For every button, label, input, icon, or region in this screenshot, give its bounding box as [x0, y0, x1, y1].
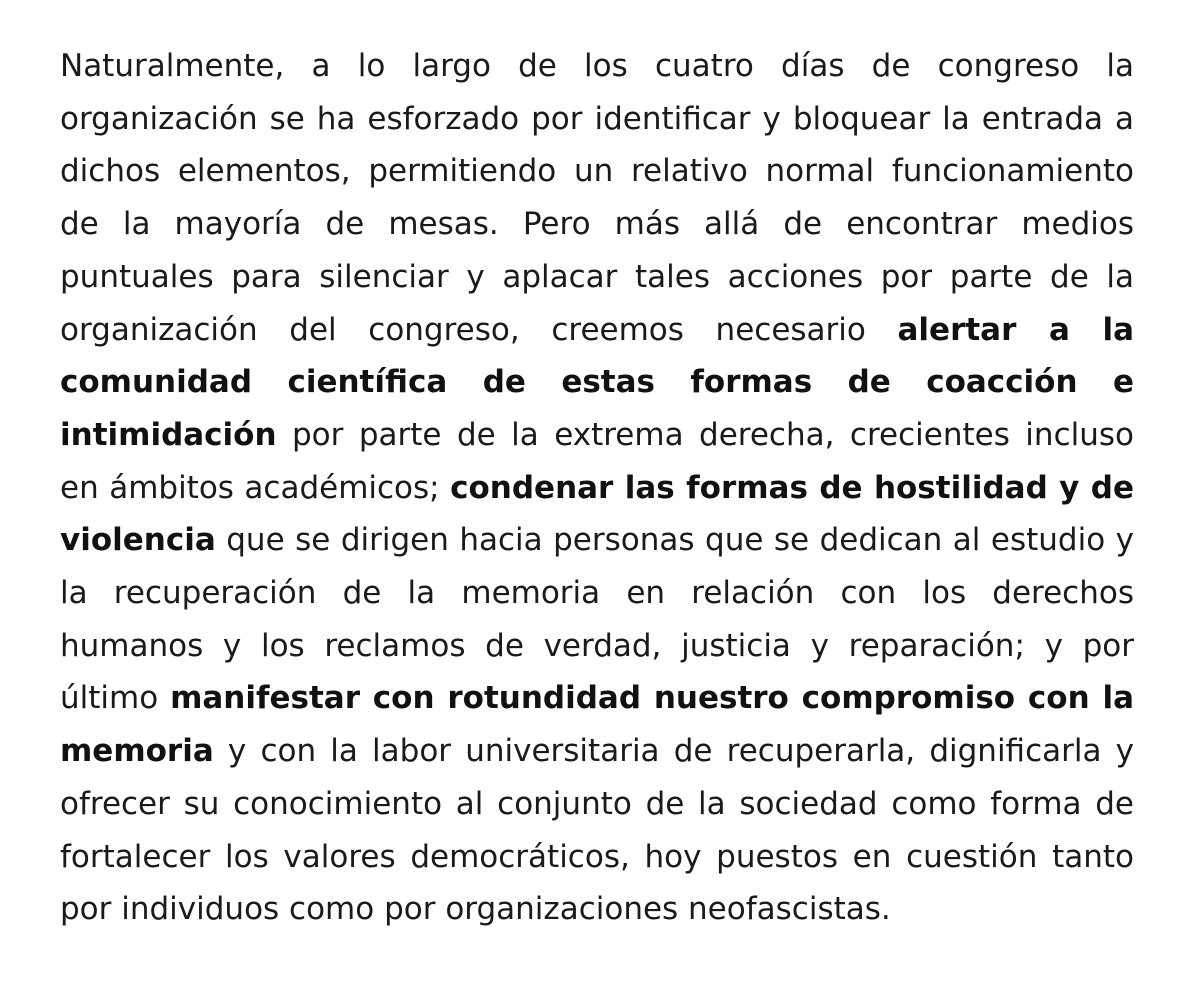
text-segment: que se dirigen hacia personas que se dedican al estudio y la recuperación de la memoria en relación con los derechos humanos y los reclamos de verdad, justicia y reparación; y por último [60, 522, 1134, 717]
text-segment: Naturalmente, a lo largo de los cuatro días de congreso la organización se ha esforzado por identificar y bloquear la entrada a dichos elementos, permitiendo un relativo normal funcionamiento de la mayoría de mesas. Pero más allá de encontrar medios puntuales para silenciar y aplacar tales acciones por parte de la organización del congreso, creemos necesario [60, 48, 1134, 348]
emphasis-commitment-memory: manifestar con rotundidad nuestro compromiso con la memoria [60, 680, 1135, 770]
text-segment: por parte de la extrema derecha, crecientes incluso en ámbitos académicos; [60, 416, 1134, 506]
body-paragraph [60, 40, 1134, 936]
document-page [60, 40, 1134, 936]
emphasis-alert-scientific-community: alertar a la comunidad científica de estas formas de coacción e intimidación [60, 311, 1134, 453]
emphasis-condemn-hostility: condenar las formas de hostilidad y de violencia [60, 469, 1135, 559]
text-segment: y con la labor universitaria de recuperarla, dignificarla y ofrecer su conocimiento al conjunto de la sociedad como forma de fortalecer los valores democráticos, hoy puestos en cuestión tanto por individuos como por organizaciones neofascistas. [60, 733, 1134, 928]
